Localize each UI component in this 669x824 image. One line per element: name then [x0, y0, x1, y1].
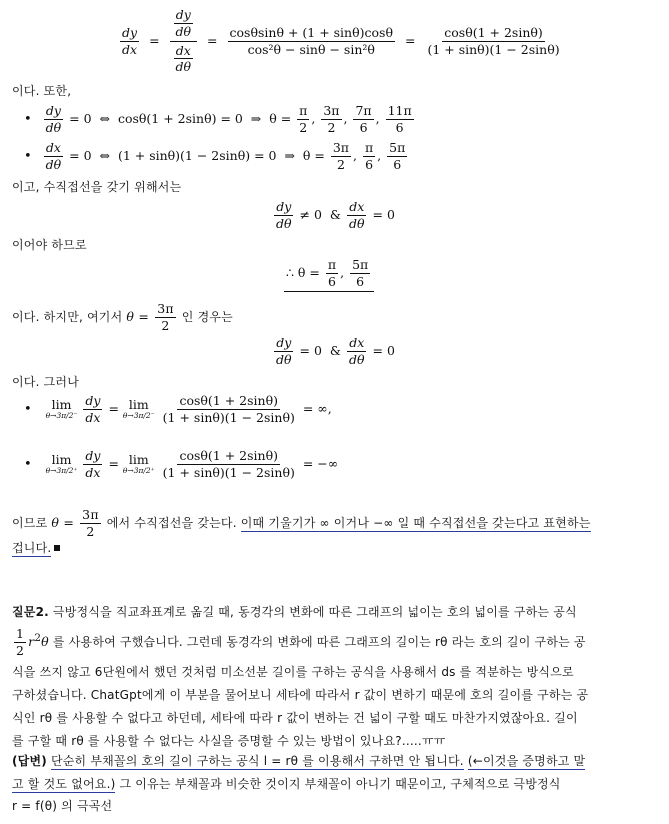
b2-den: dθ: [45, 156, 62, 172]
question-line-6: 를 구할 때 rθ 를 사용할 수 없다는 사실을 증명할 수 있는 방법이 있나요?.....ㅠㅠ: [12, 734, 446, 748]
condition-both-zero: $\frac{dy}{d\theta}$ = 0 & $\frac{dx}{d\theta}$ = 0: [276, 335, 395, 367]
concl-b: 에서 수직접선을 갖는다.: [106, 515, 237, 530]
b2-num: dx: [45, 140, 61, 155]
b2-equation: = 0 ⇔ (1 + sinθ)(1 − 2sinθ) = 0 ⇒ θ =: [69, 147, 325, 163]
lim-4-sub: θ→3π/2⁺: [122, 466, 155, 475]
inner-den-num: dx: [175, 42, 191, 58]
lim-1-den: (1 + sinθ)(1 − 2sinθ): [162, 409, 295, 425]
inner-den-den: dθ: [175, 59, 192, 75]
result-numerator: cosθ(1 + 2sinθ): [444, 24, 543, 40]
inner-num-den: dθ: [175, 23, 192, 39]
middle-denominator: cos²θ − sinθ − sin²θ: [247, 41, 375, 57]
result-fraction: [425, 26, 561, 57]
limit-left: • lim θ→3π/2⁻ $\frac{dy}{dx}$ = lim θ→3π/2⁻ $\frac{\cos\theta(1 + 2\sin\theta)}{(1 + \sin\theta)(1 - 2\sin\theta)}$ = ∞,: [24, 393, 332, 425]
derivative-formula: $\frac{dy}{dx}$ = $\frac{\frac{dy}{d\theta}}{\frac{dx}{d\theta}}$ = $\frac{\cos\theta\sin\theta + (1 + \sin\theta)\cos\theta}{\text{cos²θ − sinθ − sin²θ}}$ = $\frac{\cos\theta(1 + 2\sin\theta)}{(1 + \sin\theta)(1 - 2\sin\theta)}$: [122, 7, 560, 75]
cond1-end: = 0: [372, 206, 395, 222]
therefore-label: ∴ θ =: [286, 264, 320, 280]
lim-2-sub: θ→3π/2⁻: [122, 411, 155, 420]
dy-dx-fraction: [120, 26, 139, 57]
text-but: 이다. 하지만, 여기서 θ = $\frac{3\pi}{2}$ 인 경우는: [12, 301, 233, 333]
conclusion-line-1: 이므로 θ = $\frac{3\pi}{2}$ 에서 수직접선을 갖는다. 이때 기울기가 ∞ 이거나 −∞ 일 때 수직접선을 갖는다고 표현하는: [12, 507, 591, 539]
limit-right: • lim θ→3π/2⁺ $\frac{dy}{dx}$ = lim θ→3π/2⁺ $\frac{\cos\theta(1 + 2\sin\theta)}{(1 + \sin\theta)(1 - 2\sin\theta)}$ = −∞: [24, 448, 339, 480]
answer-line-3: r = f(θ) 의 극곡선: [12, 799, 113, 813]
answer-paren-2: 고 할 것도 없어요.): [12, 777, 116, 791]
answer-label: (답변): [12, 754, 47, 768]
b1-den: dθ: [45, 119, 62, 135]
text-then: 이다. 그러나: [12, 375, 79, 389]
cond2-end: = 0: [372, 342, 395, 358]
limit-left-result: = ∞,: [302, 400, 332, 416]
lim-4: lim: [128, 452, 149, 468]
lim-1: lim: [51, 397, 72, 413]
b1-num: dy: [45, 103, 61, 118]
concl-a: 이므로: [12, 515, 48, 530]
lim-3-sub: θ→3π/2⁺: [45, 466, 78, 475]
but-b: 인 경우는: [181, 309, 233, 324]
cond2-text: = 0 &: [299, 342, 341, 358]
answer-paren-1: (←이것을 증명하고 말: [467, 754, 586, 768]
answer-line-1: [12, 752, 585, 769]
conclusion-line-2: [12, 539, 60, 556]
text-also: 이다. 또한,: [12, 84, 72, 98]
lhs-numerator: dy: [122, 24, 138, 40]
question-line-1: [12, 603, 577, 620]
lim-3: lim: [51, 452, 72, 468]
text-vertical-condition: 이고, 수직접선을 갖기 위해서는: [12, 180, 182, 194]
but-a: 이다. 하지만, 여기서: [12, 309, 123, 324]
answer-line-2: [12, 775, 561, 792]
question-line-4: 구하셨습니다. ChatGpt에게 이 부분을 물어보니 세타에 따라서 r 값이 변하기 때문에 호의 길이를 구하는 공: [12, 688, 589, 702]
param-fraction: [170, 8, 198, 74]
middle-fraction: [228, 26, 395, 57]
lim-1-sub: θ→3π/2⁻: [45, 411, 78, 420]
end-proof-square: [54, 545, 60, 551]
lim-2: lim: [128, 397, 149, 413]
question-line-3: 식을 쓰지 않고 6단원에서 했던 것처럼 미소선분 길이를 구하는 공식을 사용해서 ds 를 적분하는 방식으로: [12, 665, 574, 679]
question-p2: 를 사용하여 구했습니다. 그런데 동경각의 변화에 따른 그래프의 길이는 rθ 라는 호의 길이 구하는 공: [52, 634, 586, 649]
question-line-2: $\frac{1}{2}$ $r^2\theta$ 를 사용하여 구했습니다. 그런데 동경각의 변화에 따른 그래프의 길이는 rθ 라는 호의 길이 구하는 공: [16, 626, 586, 658]
bullet-dx-dtheta: • $\frac{dx}{d\theta}$ = 0 ⇔ (1 + sinθ)(1 − 2sinθ) = 0 ⇒ θ = $\frac{3\pi}{2}$ , $\frac{\pi}{6}$ , $\frac{5\pi}{6}$: [24, 140, 406, 172]
limit-right-result: = −∞: [302, 455, 339, 471]
text-must: 이어야 하므로: [12, 238, 87, 252]
lim-2-num: cosθ(1 + 2sinθ): [179, 448, 279, 463]
therefore-theta: ∴ θ = $\frac{\pi}{6}$ , $\frac{5\pi}{6}$: [284, 258, 374, 292]
concl-underlined-1: 이때 기울기가 ∞ 이거나 −∞ 일 때 수직접선을 갖는다고 표현하는: [240, 515, 591, 530]
concl-underlined-2: 겁니다.: [12, 541, 52, 555]
answer-underlined: 단순히 부채꼴의 호의 길이 구하는 공식 l = rθ 를 이용해서 구하면 안 됩니다.: [50, 754, 464, 768]
question-label: 질문2.: [12, 605, 49, 619]
b1-equation: = 0 ⇔ cosθ(1 + 2sinθ) = 0 ⇒ θ =: [69, 110, 292, 126]
inner-num-num: dy: [175, 7, 191, 22]
bullet-dy-dtheta: • $\frac{dy}{d\theta}$ = 0 ⇔ cosθ(1 + 2sinθ) = 0 ⇒ θ = $\frac{\pi}{2}$ , $\frac{3\pi}{2}$ , $\frac{7\pi}{6}$ , $\frac{11\pi}{6}$: [24, 103, 412, 135]
lhs-denominator: dx: [122, 41, 138, 57]
lim-1-num: cosθ(1 + 2sinθ): [179, 393, 279, 408]
result-denominator: (1 + sinθ)(1 − 2sinθ): [427, 41, 560, 57]
cond1-text: ≠ 0 &: [299, 206, 341, 222]
middle-numerator: cosθsinθ + (1 + sinθ)cosθ: [229, 24, 393, 40]
condition-vertical: $\frac{dy}{d\theta}$ ≠ 0 & $\frac{dx}{d\theta}$ = 0: [276, 199, 395, 231]
question-p1: 극방정식을 직교좌표계로 옮길 때, 동경각의 변화에 따른 그래프의 넓이는 호의 넓이를 구하는 공식: [52, 605, 577, 619]
answer-rest: 그 이유는 부채꼴과 비슷한 것이지 부채꼴이 아니기 때문이고, 구체적으로 극방정식: [119, 777, 561, 791]
question-line-5: 식인 rθ 를 사용할 수 없다고 하던데, 세타에 따라 r 값이 변하는 건 넓이 구할 때도 마찬가지였잖아요. 길이: [12, 711, 578, 725]
lim-2-den: (1 + sinθ)(1 − 2sinθ): [162, 464, 295, 480]
